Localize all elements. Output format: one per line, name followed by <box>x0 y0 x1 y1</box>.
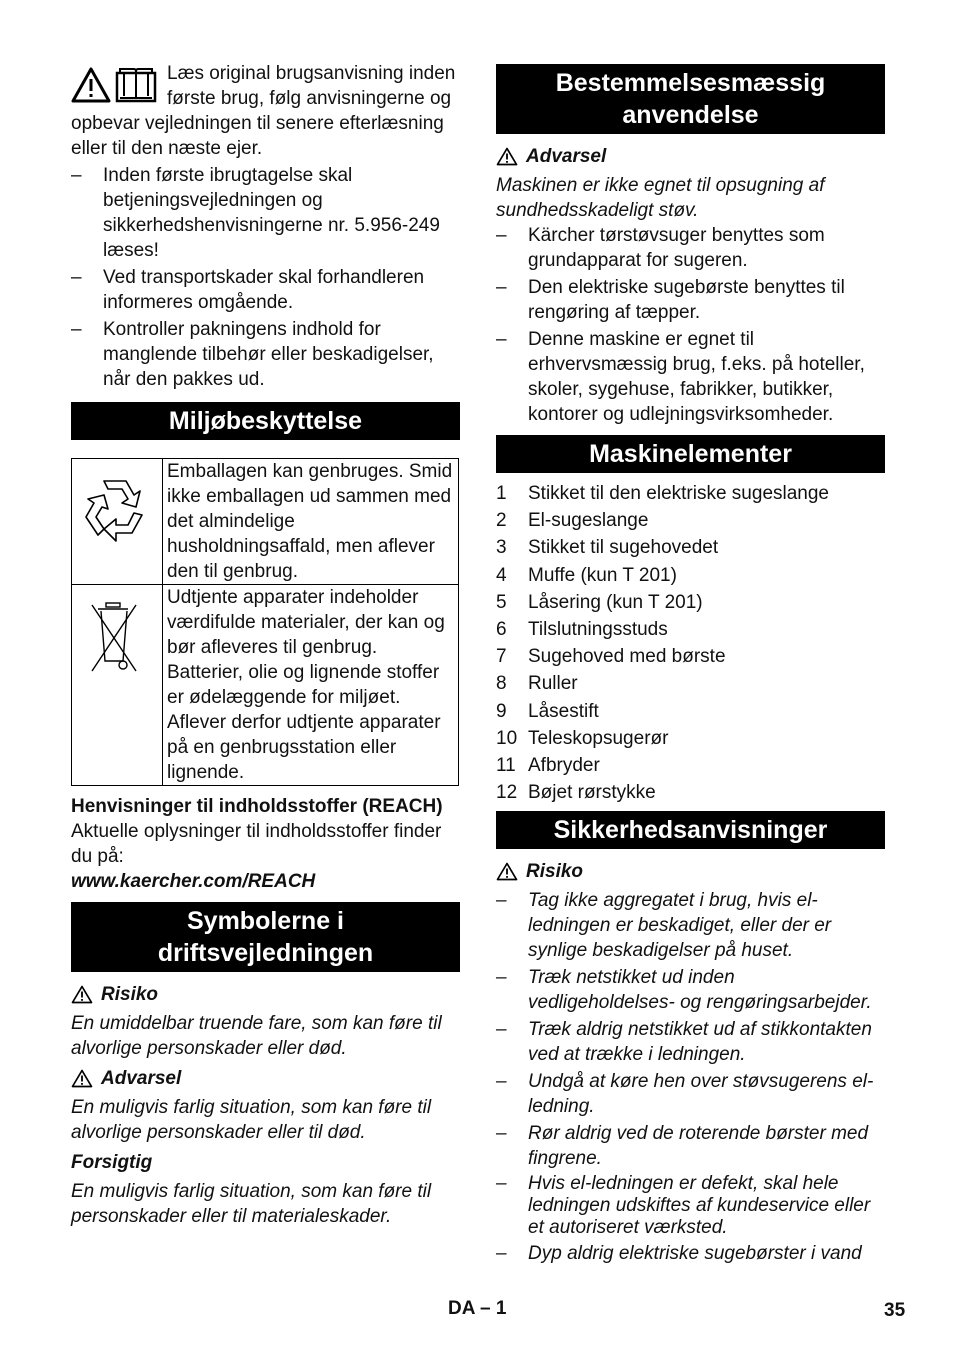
footer-language: DA – 1 <box>448 1298 507 1319</box>
safety-label: Risiko <box>526 861 584 883</box>
env-heading: Miljøbeskyttelse <box>71 402 460 440</box>
page-number: 35 <box>884 1300 906 1321</box>
symbol-label: Advarsel <box>101 1068 182 1089</box>
list-item: – Den elektriske sugebørste benyttes til rengøring af tæpper. <box>496 277 845 323</box>
use-warn-label: Advarsel <box>526 146 607 167</box>
symbol-text: En muligvis farlig situation, som kan føre til personskader eller til materialeskader. <box>71 1181 432 1227</box>
warning-triangle-icon <box>71 985 93 1004</box>
list-item: – Træk netstikket ud inden vedligeholdelses- og rengøringsarbejder. <box>496 967 872 1014</box>
elements-heading: Maskinelementer <box>496 435 885 473</box>
symbol-text: En umiddelbar truende fare, som kan føre til alvorlige personskader eller død. <box>71 1013 442 1059</box>
env-table <box>71 458 459 786</box>
env-text-cell: Emballagen kan genbruges. Smid ikke emballagen ud sammen med det almindelige husholdningsaffald, men aflever den til genbrug. <box>163 459 459 585</box>
list-item: 2 El-sugeslange <box>496 510 649 532</box>
intro-block <box>71 60 460 161</box>
reach-title: Henvisninger til indholdsstoffer (REACH) <box>71 796 443 817</box>
env-icon-cell <box>72 585 163 786</box>
list-item: 8 Ruller <box>496 673 578 695</box>
list-item: – Tag ikke aggregatet i brug, hvis el-ledningen er beskadiget, eller der er synlige beskadigelser på huset. <box>496 890 832 962</box>
list-item: 1 Stikket til den elektriske sugeslange <box>496 483 829 504</box>
table-row <box>72 459 459 585</box>
right-column <box>496 60 885 1268</box>
elements-list <box>496 481 885 805</box>
list-item: – Hvis el-ledningen er defekt, skal hele ledningen udskiftes af kundeservice eller et autoriseret værksted. <box>496 1173 871 1239</box>
intro-icons <box>71 67 157 103</box>
reach-link[interactable]: www.kaercher.com/REACH <box>71 871 316 892</box>
list-item: 9 Låsestift <box>496 700 599 722</box>
list-item: – Træk aldrig netstikket ud af stikkontakten ved at trække i ledningen. <box>496 1019 872 1066</box>
warning-triangle-icon <box>496 147 518 166</box>
warning-triangle-icon <box>71 1069 93 1088</box>
crossed-bin-icon <box>76 597 154 675</box>
env-icon-cell <box>72 459 163 585</box>
symbol-text: En muligvis farlig situation, som kan føre til alvorlige personskader eller til død. <box>71 1097 432 1143</box>
symbol-risiko <box>71 982 460 1061</box>
safety-list <box>496 888 885 1266</box>
use-warn-text: Maskinen er ikke egnet til opsugning af sundhedsskadeligt støv. <box>496 175 825 221</box>
symbols-heading: Symbolerne i driftsvejledningen <box>71 902 460 972</box>
manual-book-icon <box>115 67 157 103</box>
recycling-icon <box>76 471 154 549</box>
list-item: 10 Teleskopsugerør <box>496 727 669 749</box>
use-heading: Bestemmelsesmæssig anvendelse <box>496 64 885 134</box>
list-item: 7 Sugehoved med børste <box>496 646 726 668</box>
list-item: 6 Tilslutningsstuds <box>496 618 668 640</box>
left-column <box>71 60 460 1229</box>
list-item: 5 Låsering (kun T 201) <box>496 591 703 613</box>
list-item: – Kärcher tørstøvsuger benyttes som grundapparat for sugeren. <box>496 225 825 271</box>
warning-triangle-icon <box>496 862 518 881</box>
table-row <box>72 585 459 786</box>
warning-triangle-icon <box>71 67 111 103</box>
list-item: – Undgå at køre hen over støvsugerens el-ledning. <box>496 1071 874 1118</box>
safety-heading: Sikkerhedsanvisninger <box>496 811 885 849</box>
symbol-forsigtig <box>71 1150 460 1229</box>
symbol-advarsel <box>71 1066 460 1145</box>
list-item: – Denne maskine er egnet til erhvervsmæssig brug, f.eks. på hoteller, skoler, sygehuse, fabrikker, butikker, kontorer og udlejningsvirksomheder. <box>496 329 865 425</box>
symbol-label: Risiko <box>101 984 159 1005</box>
intro-list <box>71 163 460 392</box>
list-item: – Dyp aldrig elektriske sugebørster i vand <box>496 1243 862 1265</box>
env-text-cell: Udtjente apparater indeholder værdifulde materialer, der kan og bør afleveres til genbrug. Batterier, olie og lignende stoffer er ødelæggende for miljøet. Aflever derfor udtjente apparater på en genbrugsstation eller lignende. <box>163 585 459 786</box>
list-item: – Kontroller pakningens indhold for manglende tilbehør eller beskadigelser, når den pakkes ud. <box>71 319 434 390</box>
intro-text: Læs original brugsanvisning inden første brug, følg anvisningerne og opbevar vejledningen til senere efterlæsning eller til den næste ejer. <box>71 63 456 159</box>
symbol-label: Forsigtig <box>71 1152 153 1173</box>
list-item: 4 Muffe (kun T 201) <box>496 564 677 586</box>
list-item: 11 Afbryder <box>496 754 600 776</box>
list-item: 3 Stikket til sugehovedet <box>496 537 719 559</box>
list-item: – Rør aldrig ved de roterende børster med fingrene. <box>496 1123 869 1170</box>
list-item: – Inden første ibrugtagelse skal betjeningsvejledningen og sikkerhedshenvisningerne nr. 5.956-249 læses! <box>71 165 440 261</box>
reach-text: Aktuelle oplysninger til indholdsstoffer finder du på: <box>71 821 442 867</box>
use-list <box>496 223 885 427</box>
list-item: – Ved transportskader skal forhandleren informeres omgående. <box>71 267 425 313</box>
list-item: 12 Bøjet rørstykke <box>496 782 656 804</box>
